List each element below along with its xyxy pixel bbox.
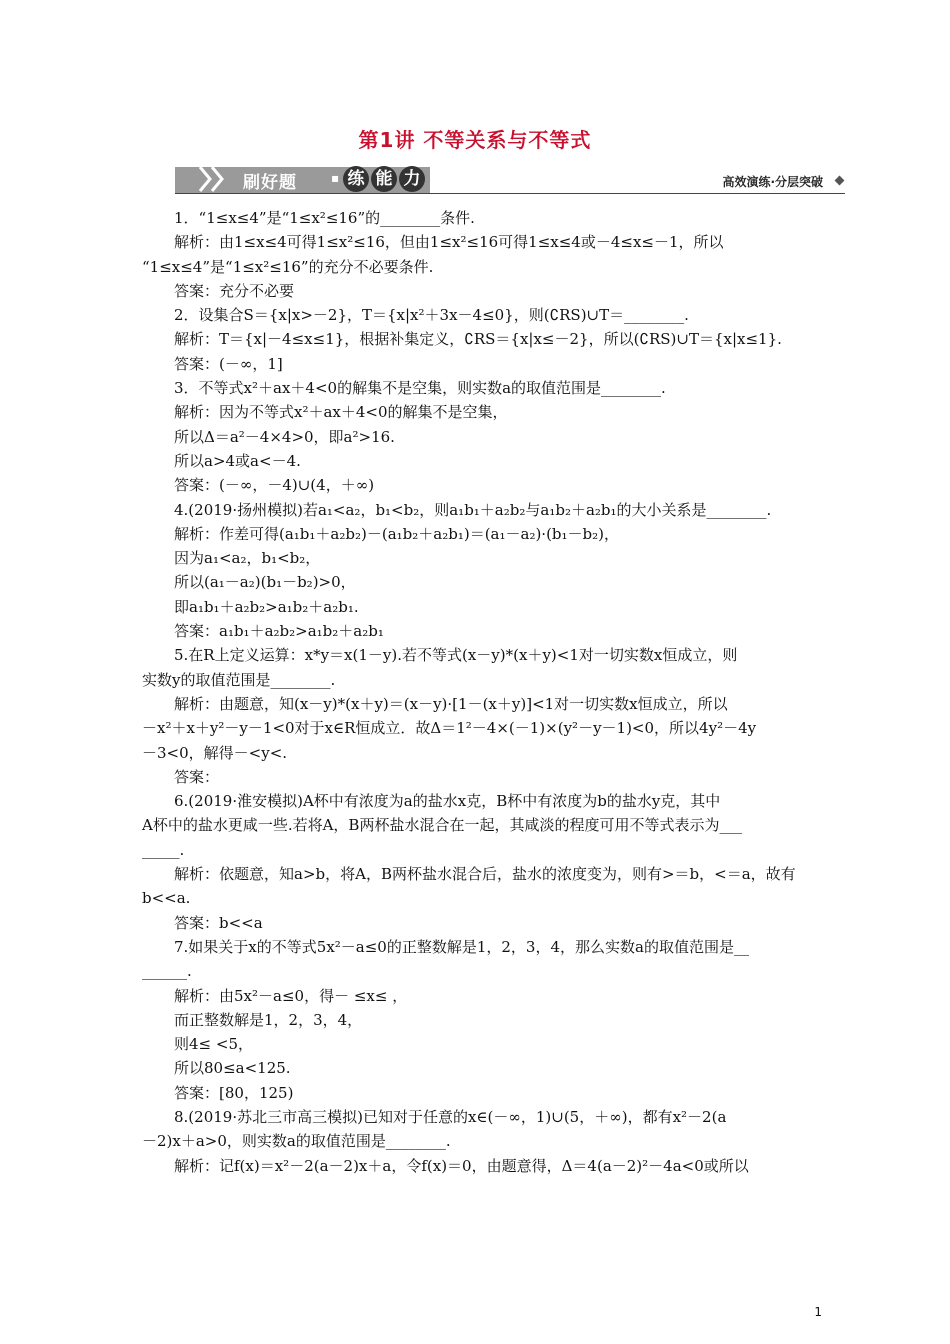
text-line: 2．设集合S＝{x|x>－2}，T＝{x|x²＋3x－4≤0}，则(∁RS)∪T＝________. <box>174 306 689 325</box>
text-line: 即a₁b₁＋a₂b₂>a₁b₂＋a₂b₁. <box>174 597 359 616</box>
banner-label: 刷好题 <box>243 173 297 193</box>
text-line: 因为a₁<a₂，b₁<b₂， <box>174 549 321 568</box>
banner-circle-char: 练 <box>343 166 369 192</box>
text-line: 解析：依题意，知a>b，将A，B两杯盐水混合后，盐水的浓度变为，则有>＝b，<＝a，故有 <box>174 865 796 884</box>
text-line: －3<0，解得－<y<. <box>142 743 288 762</box>
text-line: ______. <box>142 962 192 981</box>
text-line: 所以a>4或a<－4. <box>174 451 301 470</box>
text-line: b<<a. <box>142 889 191 908</box>
text-line: 6.(2019·淮安模拟)A杯中有浓度为a的盐水x克，B杯中有浓度为b的盐水y克，其中 <box>174 792 721 811</box>
text-line: 解析：由题意，知(x－y)*(x＋y)＝(x－y)·[1－(x＋y)]<1对一切实数x恒成立，所以 <box>174 694 728 713</box>
text-line: 答案：(－∞，1] <box>174 354 283 373</box>
text-line: 7.如果关于x的不等式5x²－a≤0的正整数解是1，2，3，4，那么实数a的取值范围是__ <box>174 937 749 956</box>
text-line: 解析：作差可得(a₁b₁＋a₂b₂)－(a₁b₂＋a₂b₁)＝(a₁－a₂)·(b₁－b₂)， <box>174 524 620 543</box>
text-line: 而正整数解是1，2，3，4， <box>174 1010 363 1029</box>
text-line: 3．不等式x²＋ax＋4<0的解集不是空集，则实数a的取值范围是________. <box>174 379 666 398</box>
text-line: 解析：由5x²－a≤0，得－ ≤x≤ ， <box>174 986 408 1005</box>
text-line: 解析：因为不等式x²＋ax＋4<0的解集不是空集， <box>174 403 508 422</box>
text-line: 1．“1≤x≤4”是“1≤x²≤16”的________条件. <box>174 209 475 227</box>
text-line: 答案：充分不必要 <box>174 281 295 300</box>
text-line: 答案：(－∞，－4)∪(4，＋∞) <box>174 476 375 495</box>
page-number: 1 <box>814 1305 822 1319</box>
text-line: 答案：[80，125) <box>174 1083 294 1102</box>
text-line: 实数y的取值范围是________. <box>142 670 336 689</box>
text-line: －2)x＋a>0，则实数a的取值范围是________. <box>142 1132 451 1151</box>
exercise-body <box>142 206 806 1178</box>
text-line: “1≤x≤4”是“1≤x²≤16”的充分不必要条件. <box>142 257 434 276</box>
text-line: 解析：由1≤x≤4可得1≤x²≤16，但由1≤x²≤16可得1≤x≤4或－4≤x≤－1，所以 <box>174 233 724 252</box>
banner-rule <box>175 193 845 194</box>
text-line: 4.(2019·扬州模拟)若a₁<a₂，b₁<b₂，则a₁b₁＋a₂b₂与a₁b₂＋a₂b₁的大小关系是________. <box>174 500 772 519</box>
banner-circle-char: 力 <box>399 166 425 192</box>
text-line: 5.在R上定义运算：x*y＝x(1－y).若不等式(x－y)*(x＋y)<1对一切实数x恒成立，则 <box>174 646 738 665</box>
text-line: 所以Δ＝a²－4×4>0，即a²>16. <box>174 427 395 446</box>
text-line: 所以80≤a<125. <box>174 1059 291 1078</box>
text-line: 所以(a₁－a₂)(b₁－b₂)>0， <box>174 573 356 592</box>
text-line: －x²＋x＋y²－y－1<0对于x∈R恒成立．故Δ＝1²－4×(－1)×(y²－y－1)<0，所以4y²－4y <box>142 719 757 738</box>
banner-separator: ▪ <box>331 171 340 185</box>
diamond-icon <box>835 176 845 186</box>
text-line: 8.(2019·苏北三市高三模拟)已知对于任意的x∈(－∞，1)∪(5，＋∞)，都有x²－2(a <box>174 1107 727 1126</box>
text-line: 解析：记f(x)＝x²－2(a－2)x＋a，令f(x)＝0，由题意得，Δ＝4(a－2)²－4a<0或所以 <box>174 1156 749 1175</box>
banner-circle-char: 能 <box>371 166 397 192</box>
chevron-right-icon <box>209 165 225 193</box>
text-line: 答案：b<<a <box>174 913 263 932</box>
banner-right-label: 高效演练·分层突破 <box>722 175 823 189</box>
text-line: 答案： <box>174 767 220 786</box>
text-line: _____. <box>142 840 185 859</box>
section-banner <box>175 163 845 195</box>
text-line: A杯中的盐水更咸一些.若将A，B两杯盐水混合在一起，其咸淡的程度可用不等式表示为___ <box>142 816 742 835</box>
page-title: 第1讲 不等关系与不等式 <box>358 128 592 152</box>
text-line: 则4≤ <5， <box>174 1035 253 1054</box>
text-line: 解析：T＝{x|－4≤x≤1}，根据补集定义，∁RS＝{x|x≤－2}，所以(∁RS)∪T＝{x|x≤1}. <box>174 330 782 349</box>
text-line: 答案：a₁b₁＋a₂b₂>a₁b₂＋a₂b₁ <box>174 622 384 641</box>
